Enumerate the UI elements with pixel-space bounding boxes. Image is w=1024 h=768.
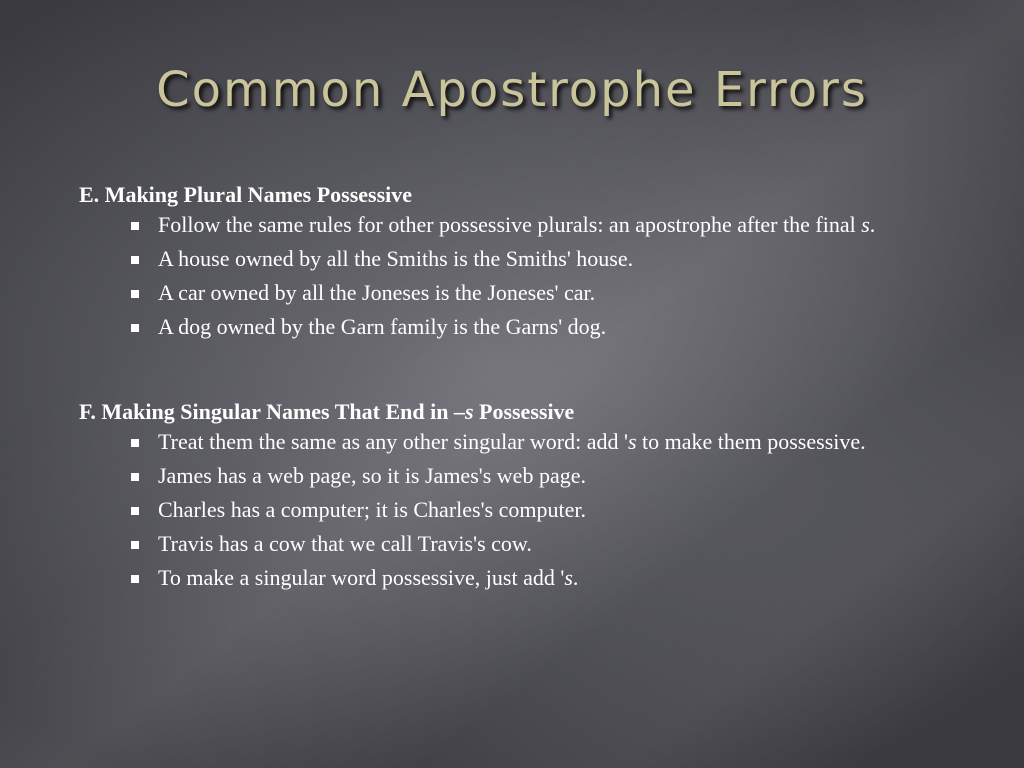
bullet-text-italic: s xyxy=(564,565,573,590)
bullet-item xyxy=(131,531,979,556)
square-bullet-icon xyxy=(131,575,139,583)
square-bullet-icon xyxy=(131,541,139,549)
heading-text: Possessive xyxy=(473,399,575,424)
section-heading xyxy=(79,397,979,427)
square-bullet-icon xyxy=(131,473,139,481)
bullet-item xyxy=(131,280,979,305)
bullet-item xyxy=(131,497,979,522)
square-bullet-icon xyxy=(131,222,139,230)
square-bullet-icon xyxy=(131,439,139,447)
bullet-text: Treat them the same as any other singular word: add ' xyxy=(158,429,628,454)
bullet-text: Travis has a cow that we call Travis's cow. xyxy=(158,531,532,556)
bullet-text: Charles has a computer; it is Charles's computer. xyxy=(158,497,586,522)
bullet-text: to make them possessive. xyxy=(636,429,866,454)
heading-text: E. Making Plural Names Possessive xyxy=(79,182,413,207)
bullet-item xyxy=(131,429,979,454)
bullet-item xyxy=(131,246,979,271)
slide-content xyxy=(79,180,979,599)
square-bullet-icon xyxy=(131,507,139,515)
square-bullet-icon xyxy=(131,324,139,332)
bullet-text: Follow the same rules for other possessive plurals: an apostrophe after the final xyxy=(158,212,862,237)
bullet-text: A dog owned by the Garn family is the Garns' dog. xyxy=(158,314,607,339)
bullet-text-italic: s xyxy=(627,429,637,454)
square-bullet-icon xyxy=(131,290,139,298)
bullet-text: A car owned by all the Joneses is the Joneses' car. xyxy=(158,280,596,305)
bullet-text: To make a singular word possessive, just add ' xyxy=(158,565,565,590)
bullet-text-italic: s xyxy=(861,212,870,237)
heading-text-italic: s xyxy=(464,399,474,424)
square-bullet-icon xyxy=(131,256,139,264)
bullet-item xyxy=(131,565,979,590)
bullet-text: James has a web page, so it is James's web page. xyxy=(158,463,586,488)
bullet-text: . xyxy=(572,565,579,590)
section-f xyxy=(79,397,979,590)
slide-title: Common Apostrophe Errors xyxy=(156,62,868,118)
bullet-text: . xyxy=(869,212,876,237)
bullet-text: A house owned by all the Smiths is the Smiths' house. xyxy=(158,246,634,271)
bullet-list xyxy=(79,212,979,339)
section-heading xyxy=(79,180,979,210)
section-e xyxy=(79,180,979,339)
bullet-item xyxy=(131,314,979,339)
bullet-item xyxy=(131,212,979,237)
bullet-list xyxy=(79,429,979,590)
bullet-item xyxy=(131,463,979,488)
heading-text: F. Making Singular Names That End in – xyxy=(79,399,465,424)
